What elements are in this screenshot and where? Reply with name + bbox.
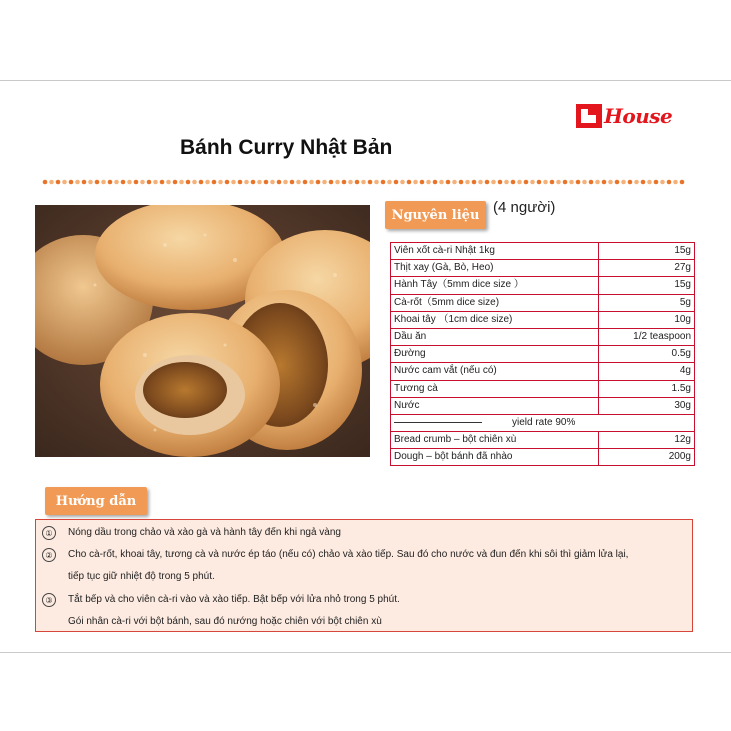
table-row: [391, 363, 695, 380]
ingredient-name-text: Viên xốt cà-ri Nhật 1kg: [394, 245, 495, 257]
table-row: [391, 311, 695, 328]
divider-dot: [231, 180, 236, 185]
divider-dot: [329, 180, 334, 185]
divider-dot: [179, 180, 184, 185]
servings-text: (4 người): [493, 199, 556, 216]
divider-dot: [348, 180, 353, 185]
divider-dot: [595, 180, 600, 185]
divider-dot: [394, 180, 399, 185]
divider-dot: [621, 180, 626, 185]
ingredient-name: [391, 380, 599, 397]
ingredient-name-text: Nước: [394, 399, 420, 411]
divider-dot: [472, 180, 477, 185]
divider-dot: [101, 180, 106, 185]
divider-dot: [641, 180, 646, 185]
divider-dot: [212, 180, 217, 185]
ingredient-name-text: Dầu ăn: [394, 331, 427, 343]
divider-dot: [478, 180, 483, 185]
step-text: Gói nhân cà-ri với bột bánh, sau đó nướng hoặc chiên với bột chiên xù: [68, 616, 382, 627]
divider-dot: [82, 180, 87, 185]
divider-dot: [589, 180, 594, 185]
bottom-divider: [0, 652, 731, 653]
divider-dot: [628, 180, 633, 185]
ingredient-name: [391, 243, 599, 260]
ingredient-name: [391, 294, 599, 311]
divider-dot: [387, 180, 392, 185]
divider-dot: [361, 180, 366, 185]
divider-dot: [459, 180, 464, 185]
divider-dot: [290, 180, 295, 185]
divider-dot: [426, 180, 431, 185]
table-row: [391, 346, 695, 363]
divider-dot: [563, 180, 568, 185]
divider-dot: [303, 180, 308, 185]
house-logo-mark-icon: [576, 104, 602, 128]
table-row: [391, 260, 695, 277]
divider-dot: [550, 180, 555, 185]
ingredient-qty: 200g: [599, 449, 695, 466]
ingredient-qty: 5g: [599, 294, 695, 311]
house-logo: [576, 103, 672, 129]
divider-dot: [602, 180, 607, 185]
ingredient-name-text: Hành Tây（5mm dice size ）: [394, 279, 524, 291]
page-title: Bánh Curry Nhật Bản: [180, 136, 393, 159]
divider-dot: [608, 180, 613, 185]
ingredient-qty: 10g: [599, 311, 695, 328]
divider-dot: [465, 180, 470, 185]
divider-dot: [634, 180, 639, 185]
divider-dot: [491, 180, 496, 185]
ingredient-name: [391, 432, 599, 449]
divider-dot: [186, 180, 191, 185]
step-text: Tắt bếp và cho viên cà-ri vào và xào tiếp. Bật bếp với lửa nhỏ trong 5 phút.: [68, 594, 400, 605]
ingredient-name-text: yield rate 90%: [512, 416, 576, 428]
divider-dot: [257, 180, 262, 185]
divider-dot: [43, 180, 48, 185]
ingredient-name: [391, 414, 599, 431]
divider-dot: [569, 180, 574, 185]
divider-dot: [153, 180, 158, 185]
divider-dot: [270, 180, 275, 185]
top-divider: [0, 80, 731, 81]
divider-dot: [381, 180, 386, 185]
yield-rule: [394, 422, 482, 423]
divider-dot: [205, 180, 210, 185]
instructions-label: Hướng dẫn: [45, 487, 147, 515]
table-row: [391, 294, 695, 311]
divider-dot: [498, 180, 503, 185]
divider-dot: [504, 180, 509, 185]
divider-dot: [127, 180, 132, 185]
step-number: ②: [42, 548, 56, 562]
divider-dot: [88, 180, 93, 185]
divider-dot: [69, 180, 74, 185]
divider-dot: [316, 180, 321, 185]
divider-dot: [511, 180, 516, 185]
divider-dot: [530, 180, 535, 185]
divider-dot: [342, 180, 347, 185]
divider-dot: [147, 180, 152, 185]
ingredient-name-text: Nước cam vắt (nếu có): [394, 365, 497, 377]
ingredient-name: [391, 311, 599, 328]
divider-dot: [537, 180, 542, 185]
divider-dot: [108, 180, 113, 185]
divider-dot: [62, 180, 67, 185]
divider-dot: [121, 180, 126, 185]
divider-dot: [309, 180, 314, 185]
ingredient-name: [391, 363, 599, 380]
divider-dot: [413, 180, 418, 185]
ingredient-name: [391, 397, 599, 414]
ingredient-name-text: Thịt xay (Gà, Bò, Heo): [394, 262, 494, 274]
divider-dot: [95, 180, 100, 185]
step-text: tiếp tục giữ nhiệt độ trong 5 phút.: [68, 571, 215, 582]
divider-dot: [673, 180, 678, 185]
divider-dot: [420, 180, 425, 185]
divider-dot: [134, 180, 139, 185]
divider-dot: [283, 180, 288, 185]
divider-dot: [446, 180, 451, 185]
ingredient-name-text: Bread crumb – bột chiên xù: [394, 434, 517, 446]
divider-dot: [517, 180, 522, 185]
ingredient-name: [391, 328, 599, 345]
ingredient-qty: 0.5g: [599, 346, 695, 363]
divider-dot: [407, 180, 412, 185]
ingredient-name: [391, 346, 599, 363]
divider-dot: [400, 180, 405, 185]
divider-dot: [49, 180, 54, 185]
divider-dot: [576, 180, 581, 185]
divider-dot: [56, 180, 61, 185]
divider-dot: [160, 180, 165, 185]
ingredient-qty: 15g: [599, 243, 695, 260]
ingredient-qty: [599, 414, 695, 431]
ingredient-name: [391, 449, 599, 466]
divider-dot: [368, 180, 373, 185]
divider-dot: [296, 180, 301, 185]
ingredients-table: [390, 242, 695, 466]
divider-dot: [322, 180, 327, 185]
ingredients-label: Nguyên liệu: [385, 201, 486, 229]
divider-dot: [433, 180, 438, 185]
step-number: ①: [42, 526, 56, 540]
divider-dot: [218, 180, 223, 185]
divider-dot: [264, 180, 269, 185]
table-row: [391, 414, 695, 431]
table-row: [391, 277, 695, 294]
ingredient-qty: 30g: [599, 397, 695, 414]
table-row: [391, 449, 695, 466]
divider-dot: [647, 180, 652, 185]
ingredient-name-text: Tương cà: [394, 382, 438, 394]
divider-dot: [335, 180, 340, 185]
divider-dot: [114, 180, 119, 185]
ingredient-qty: 4g: [599, 363, 695, 380]
ingredient-qty: 15g: [599, 277, 695, 294]
ingredient-qty: 12g: [599, 432, 695, 449]
divider-dot: [140, 180, 145, 185]
divider-dot: [654, 180, 659, 185]
ingredient-name: [391, 277, 599, 294]
divider-dot: [244, 180, 249, 185]
divider-dot: [680, 180, 685, 185]
divider-dot: [615, 180, 620, 185]
divider-dot: [582, 180, 587, 185]
divider-dot: [524, 180, 529, 185]
table-row: [391, 380, 695, 397]
divider-dot: [192, 180, 197, 185]
divider-dot: [173, 180, 178, 185]
ingredient-qty: 1.5g: [599, 380, 695, 397]
divider-dot: [75, 180, 80, 185]
divider-dot: [277, 180, 282, 185]
ingredient-name-text: Đường: [394, 348, 426, 360]
divider-dot: [660, 180, 665, 185]
divider-dot: [166, 180, 171, 185]
brand-name: House: [604, 104, 673, 128]
curry-bread-photo: [35, 205, 370, 457]
table-row: [391, 243, 695, 260]
ingredient-qty: 27g: [599, 260, 695, 277]
ingredient-name-text: Khoai tây （1cm dice size): [394, 313, 513, 325]
ingredient-name-text: Dough – bột bánh đã nhào: [394, 451, 513, 463]
divider-dot: [355, 180, 360, 185]
step-text: Nóng dầu trong chảo và xào gà và hành tây đến khi ngả vàng: [68, 527, 341, 538]
divider-dot: [543, 180, 548, 185]
dotted-divider: [42, 179, 688, 185]
ingredient-qty: 1/2 teaspoon: [599, 328, 695, 345]
table-row: [391, 328, 695, 345]
step-number: ③: [42, 593, 56, 607]
divider-dot: [556, 180, 561, 185]
ingredient-name: [391, 260, 599, 277]
divider-dot: [667, 180, 672, 185]
divider-dot: [374, 180, 379, 185]
table-row: [391, 432, 695, 449]
divider-dot: [485, 180, 490, 185]
divider-dot: [452, 180, 457, 185]
divider-dot: [238, 180, 243, 185]
divider-dot: [199, 180, 204, 185]
instructions-panel: [35, 519, 693, 632]
divider-dot: [225, 180, 230, 185]
divider-dot: [439, 180, 444, 185]
step-text: Cho cà-rốt, khoai tây, tương cà và nước ép táo (nếu có) chảo và xào tiếp. Sau đó cho nước và đun đến khi sôi thì giảm lửa lại,: [68, 549, 629, 560]
ingredient-name-text: Cà-rốt（5mm dice size): [394, 296, 500, 308]
divider-dot: [251, 180, 256, 185]
table-row: [391, 397, 695, 414]
